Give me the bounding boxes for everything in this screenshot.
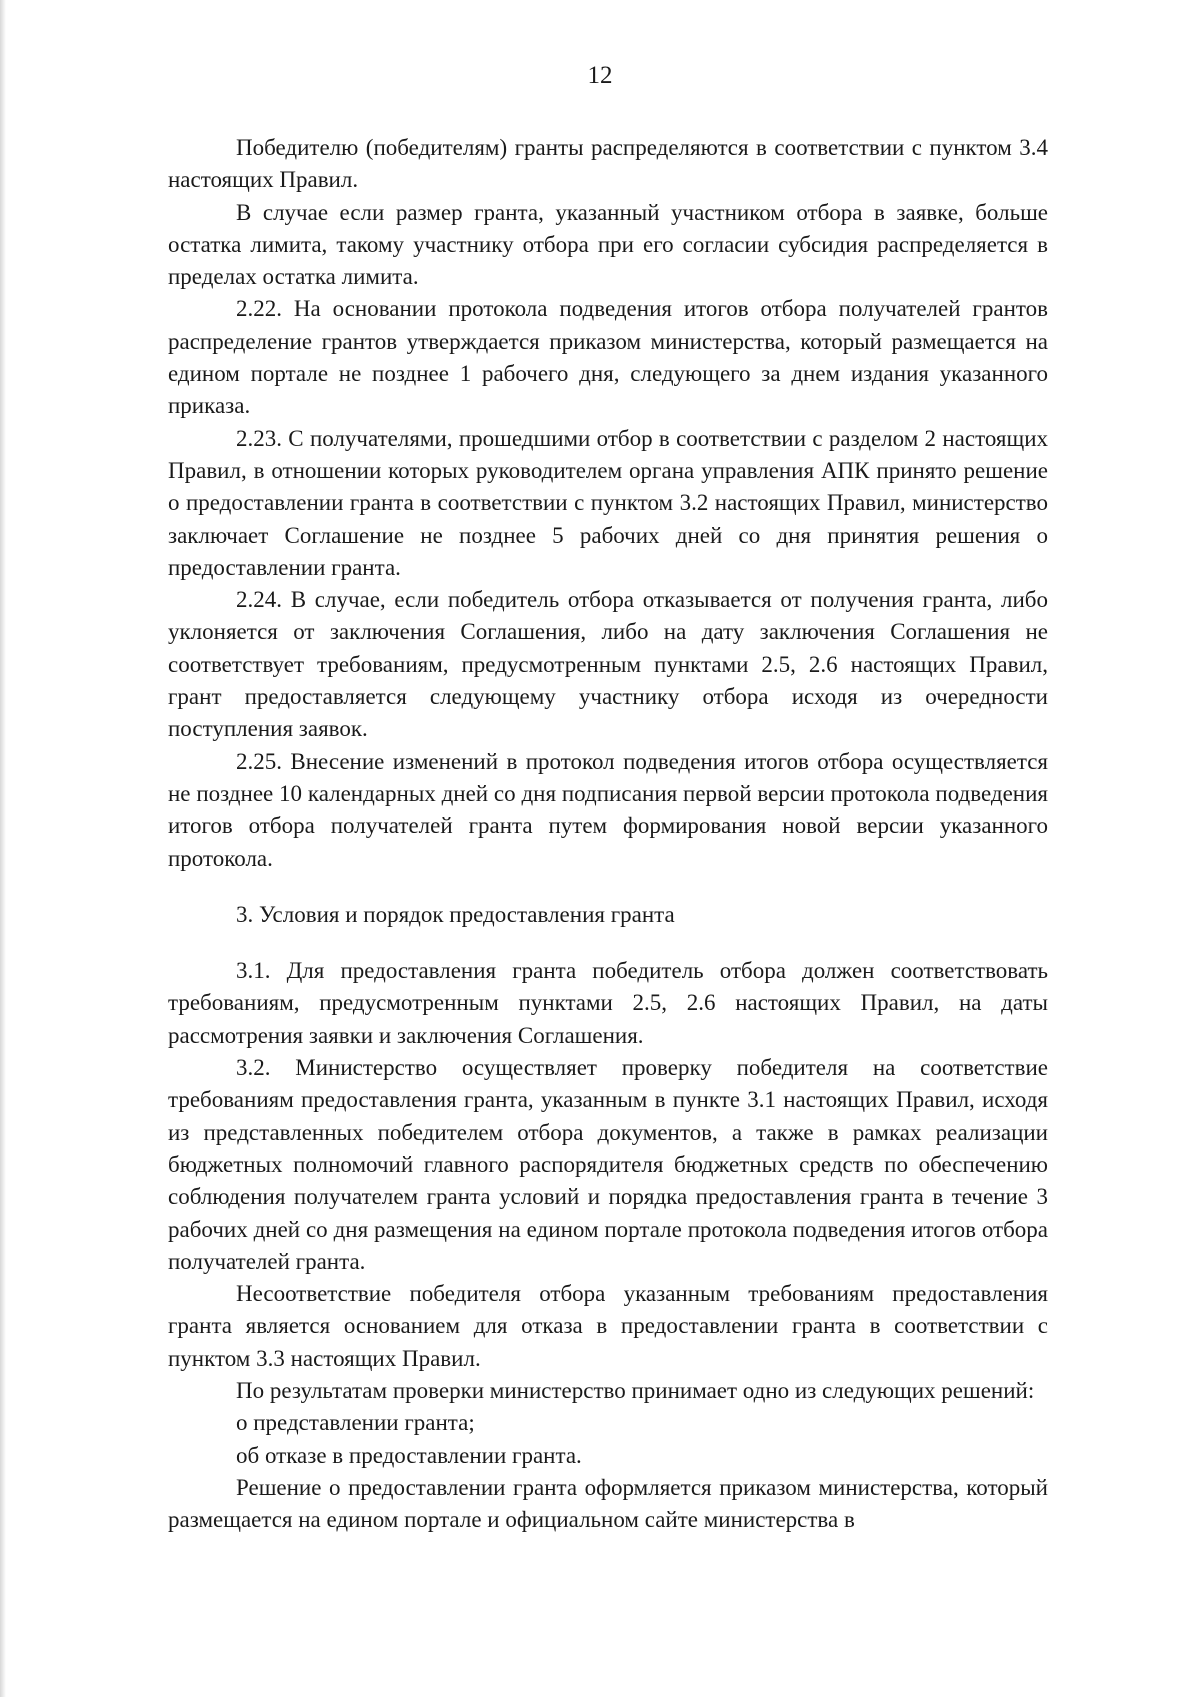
paragraph-nonconformity: Несоответствие победителя отбора указанным требованиям предоставления гранта является основанием для отказа в предоставлении гранта в соответствии с пунктом 3.3 настоящих Правил. <box>168 1281 1048 1371</box>
list-item-grant-refusal: об отказе в предоставлении гранта. <box>236 1442 582 1468</box>
paragraph-3-1: 3.1. Для предоставления гранта победитель отбора должен соответствовать требованиям, предусмотренным пунктами 2.5, 2.6 настоящих Правил, на даты рассмотрения заявки и заключения Соглашения. <box>168 958 1048 1048</box>
list-item-grant-provision: о представлении гранта; <box>236 1410 475 1436</box>
document-body <box>168 132 1048 1536</box>
paragraph-check-results: По результатам проверки министерство принимает одно из следующих решений: <box>236 1377 1035 1403</box>
paragraph-2-24: 2.24. В случае, если победитель отбора отказывается от получения гранта, либо уклоняется от заключения Соглашения, либо на дату заключения Соглашения не соответствует требованиям, предусмотренным пунктами 2.5, 2.6 настоящих Правил, грант предоставляется следующему участнику отбора исходя из очередности поступления заявок. <box>168 587 1048 742</box>
paragraph-2-25: 2.25. Внесение изменений в протокол подведения итогов отбора осуществляется не позднее 10 календарных дней со дня подписания первой версии протокола подведения итогов отбора получателей гранта путем формирования новой версии указанного протокола. <box>168 748 1048 871</box>
page-number: 12 <box>587 62 613 89</box>
paragraph-2-22: 2.22. На основании протокола подведения итогов отбора получателей грантов распределение грантов утверждается приказом министерства, который размещается на едином портале не позднее 1 рабочего дня, следующего за днем издания указанного приказа. <box>168 296 1048 419</box>
paragraph-2-23: 2.23. С получателями, прошедшими отбор в соответствии с разделом 2 настоящих Правил, в отношении которых руководителем органа управления АПК принято решение о предоставлении гранта в соответствии с пунктом 3.2 настоящих Правил, министерство заключает Соглашение не позднее 5 рабочих дней со дня принятия решения о предоставлении гранта. <box>168 425 1048 580</box>
paragraph-3-2: 3.2. Министерство осуществляет проверку победителя на соответствие требованиям предоставления гранта, указанным в пункте 3.1 настоящих Правил, исходя из представленных победителем отбора документов, а также в рамках реализации бюджетных полномочий главного распорядителя бюджетных средств по обеспечению соблюдения получателем гранта условий и порядка предоставления гранта в течение 3 рабочих дней со дня размещения на едином портале протокола подведения итогов отбора получателей гранта. <box>168 1055 1048 1274</box>
paragraph-winners-distribution: Победителю (победителям) гранты распределяются в соответствии с пунктом 3.4 настоящих Правил. <box>168 135 1048 193</box>
paragraph-decision-order: Решение о предоставлении гранта оформляется приказом министерства, который размещается на едином портале и официальном сайте министерства в <box>168 1474 1048 1533</box>
paragraph-limit-remainder: В случае если размер гранта, указанный участником отбора в заявке, больше остатка лимита, такому участнику отбора при его согласии субсидия распределяется в пределах остатка лимита. <box>168 199 1048 290</box>
scan-edge-shadow <box>0 0 6 1697</box>
section-heading-3: 3. Условия и порядок предоставления гранта <box>236 901 675 927</box>
